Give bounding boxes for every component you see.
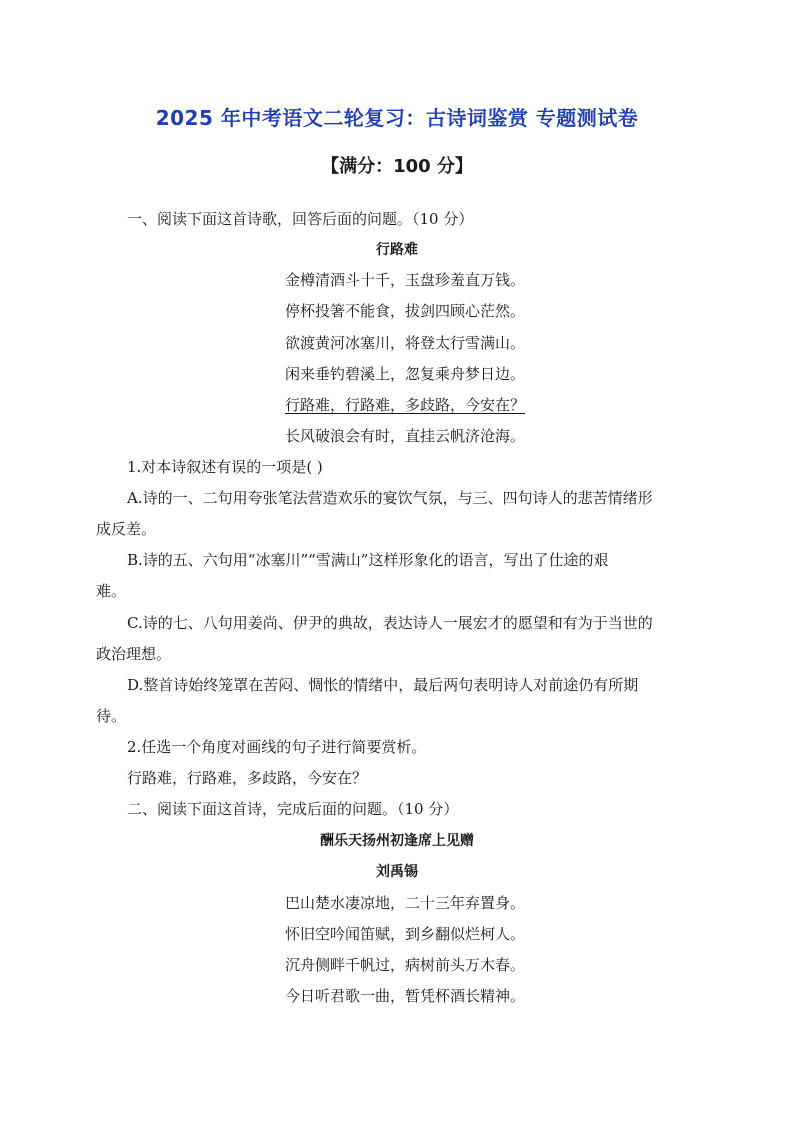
poem1-line-2: 停杯投箸不能食，拔剑四顾心茫然。 bbox=[285, 302, 526, 320]
option-a-line-1: A.诗的一、二句用夸张笔法营造欢乐的宴饮气氛，与三、四句诗人的悲苦情绪形 bbox=[127, 489, 653, 507]
poem1-line-4: 闲来垂钓碧溪上，忽复乘舟梦日边。 bbox=[285, 365, 526, 383]
section2-instruction: 二、阅读下面这首诗，完成后面的问题。（10 分） bbox=[127, 800, 459, 818]
option-d-line-2: 待。 bbox=[96, 707, 127, 725]
poem1-line-1: 金樽清酒斗十千，玉盘珍羞直万钱。 bbox=[285, 271, 526, 289]
option-d-line-1: D.整首诗始终笼罩在苦闷、惆怅的情绪中，最后两句表明诗人对前途仍有所期 bbox=[127, 676, 639, 694]
score-label: 【满分：100 分】 bbox=[321, 156, 473, 177]
poem2-line-1: 巴山楚水凄凉地，二十三年弃置身。 bbox=[285, 894, 526, 912]
poem2-title: 酬乐天扬州初逢席上见赠 bbox=[320, 833, 474, 849]
poem2-author: 刘禹锡 bbox=[376, 864, 418, 880]
section1-instruction: 一、阅读下面这首诗歌，回答后面的问题。（10 分） bbox=[127, 210, 474, 228]
poem1-line-5-underlined: 行路难，行路难，多歧路，今安在？ bbox=[285, 396, 526, 414]
poem2-line-4: 今日听君歌一曲，暂凭杯酒长精神。 bbox=[285, 987, 526, 1005]
question-2-quote: 行路难，行路难，多歧路，今安在？ bbox=[127, 769, 368, 787]
document-title: 2025 年中考语文二轮复习：古诗词鉴赏 专题测试卷 bbox=[155, 106, 639, 130]
question-1: 1.对本诗叙述有误的一项是( ) bbox=[127, 458, 323, 476]
poem1-line-6: 长风破浪会有时，直挂云帆济沧海。 bbox=[285, 427, 526, 445]
poem2-line-3: 沉舟侧畔千帆过，病树前头万木春。 bbox=[285, 956, 526, 974]
poem2-line-2: 怀旧空吟闻笛赋，到乡翻似烂柯人。 bbox=[285, 925, 526, 943]
option-a-line-2: 成反差。 bbox=[96, 520, 157, 538]
option-b-line-1: B.诗的五、六句用“冰塞川”“雪满山”这样形象化的语言，写出了仕途的艰 bbox=[127, 551, 609, 569]
option-c-line-2: 政治理想。 bbox=[96, 645, 172, 663]
poem1-title: 行路难 bbox=[376, 242, 418, 258]
option-c-line-1: C.诗的七、八句用姜尚、伊尹的典故，表达诗人一展宏才的愿望和有为于当世的 bbox=[127, 614, 653, 632]
poem1-line-3: 欲渡黄河冰塞川，将登太行雪满山。 bbox=[285, 334, 526, 352]
question-2: 2.任选一个角度对画线的句子进行简要赏析。 bbox=[127, 738, 427, 756]
option-b-line-2: 难。 bbox=[96, 582, 127, 600]
